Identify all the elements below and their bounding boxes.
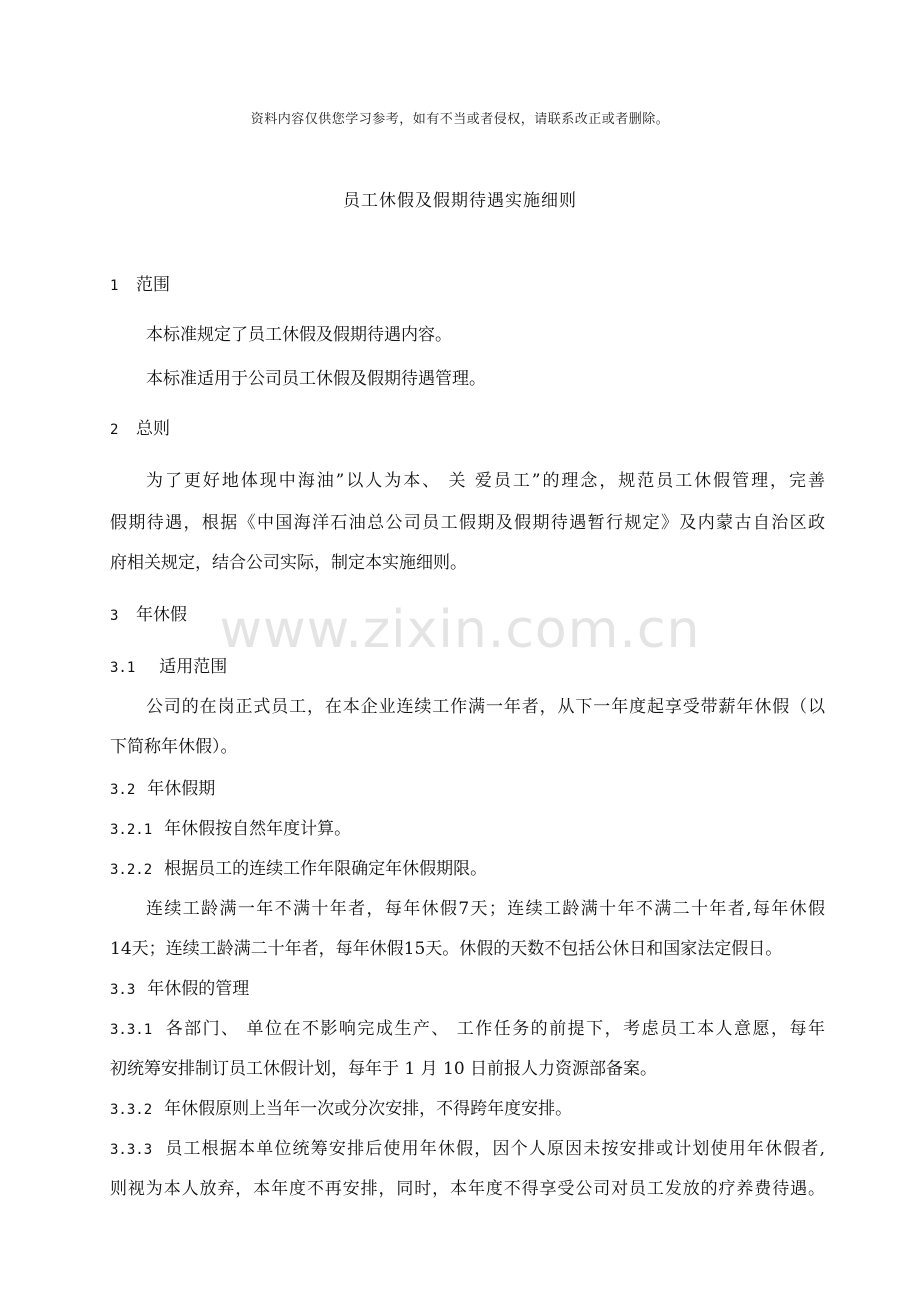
- clause-number: 3.2.1: [110, 822, 153, 838]
- paragraph-line: 14天；连续工龄满二十年者，每年休假15天。休假的天数不包括公休日和国家法定假日。: [110, 939, 783, 959]
- paragraph-line: 为了更好地体现中海油”以人为本、 关 爱员工”的理念，规范员工休假管理，完善: [146, 471, 825, 491]
- section-title: 范围: [136, 275, 170, 295]
- disclaimer-header: 资料内容仅供您学习参考，如有不当或者侵权，请联系改正或者删除。: [250, 112, 670, 127]
- section-1-heading: [110, 270, 170, 295]
- section-title: 年休假: [136, 605, 187, 625]
- subsection-3-1-heading: [110, 652, 227, 677]
- paragraph: 本标准规定了员工休假及假期待遇内容。: [146, 325, 452, 345]
- clause-number: 3.3.1: [110, 1022, 153, 1038]
- section-title: 总则: [136, 419, 170, 439]
- section-number: 3.3: [110, 982, 136, 998]
- clause-number: 3.3.2: [110, 1102, 153, 1118]
- paragraph-line: 连续工龄满一年不满十年者，每年休假7天；连续工龄满十年不满二十年者,每年休假: [146, 899, 825, 919]
- section-number: 3: [110, 608, 119, 624]
- clause-3-3-3: [110, 1134, 825, 1159]
- clause-number: 3.2.2: [110, 862, 153, 878]
- clause-text: 年休假原则上当年一次或分次安排，不得跨年度安排。: [164, 1099, 573, 1119]
- paragraph-line: 则视为本人放弃，本年度不再安排，同时，本年度不得享受公司对员工发放的疗养费待遇。: [110, 1179, 825, 1199]
- paragraph-line: 府相关规定，结合公司实际，制定本实施细则。: [110, 553, 467, 573]
- subsection-3-2-heading: [110, 774, 215, 799]
- paragraph: 本标准适用于公司员工休假及假期待遇管理。: [146, 369, 486, 389]
- section-title: 年休假期: [147, 779, 216, 799]
- clause-3-3-1: [110, 1014, 825, 1039]
- paragraph-line: 初统筹安排制订员工休假计划，每年于 1 月 10 日前报人力资源部备案。: [110, 1059, 658, 1079]
- clause-text: 年休假按自然年度计算。: [164, 819, 352, 839]
- clause-number: 3.3.3: [110, 1142, 153, 1158]
- section-2-heading: [110, 414, 170, 439]
- watermark: www.zixin.com.cn: [219, 600, 701, 660]
- clause-3-2-2: [110, 854, 487, 879]
- paragraph-line: 下简称年休假）。: [110, 737, 238, 757]
- clause-text: 根据员工的连续工作年限确定年休假期限。: [164, 859, 488, 879]
- section-number: 3.1: [110, 660, 136, 676]
- section-3-heading: [110, 600, 187, 625]
- section-title: 适用范围: [159, 657, 228, 677]
- document-title: 员工休假及假期待遇实施细则: [343, 191, 577, 211]
- paragraph-line: 假期待遇，根据《中国海洋石油总公司员工假期及假期待遇暂行规定》及内蒙古自治区政: [110, 513, 825, 533]
- section-number: 2: [110, 422, 119, 438]
- section-number: 1: [110, 278, 119, 294]
- clause-text: 员工根据本单位统筹安排后使用年休假，因个人原因未按安排或计划使用年休假者,: [164, 1139, 825, 1159]
- section-number: 3.2: [110, 782, 136, 798]
- clause-3-3-2: [110, 1094, 572, 1119]
- clause-text: 各部门、 单位在不影响完成生产、 工作任务的前提下，考虑员工本人意愿，每年: [164, 1019, 825, 1039]
- clause-3-2-1: [110, 814, 351, 839]
- subsection-3-3-heading: [110, 974, 249, 999]
- paragraph-line: 公司的在岗正式员工，在本企业连续工作满一年者，从下一年度起享受带薪年休假（以: [146, 697, 825, 717]
- section-title: 年休假的管理: [147, 979, 250, 999]
